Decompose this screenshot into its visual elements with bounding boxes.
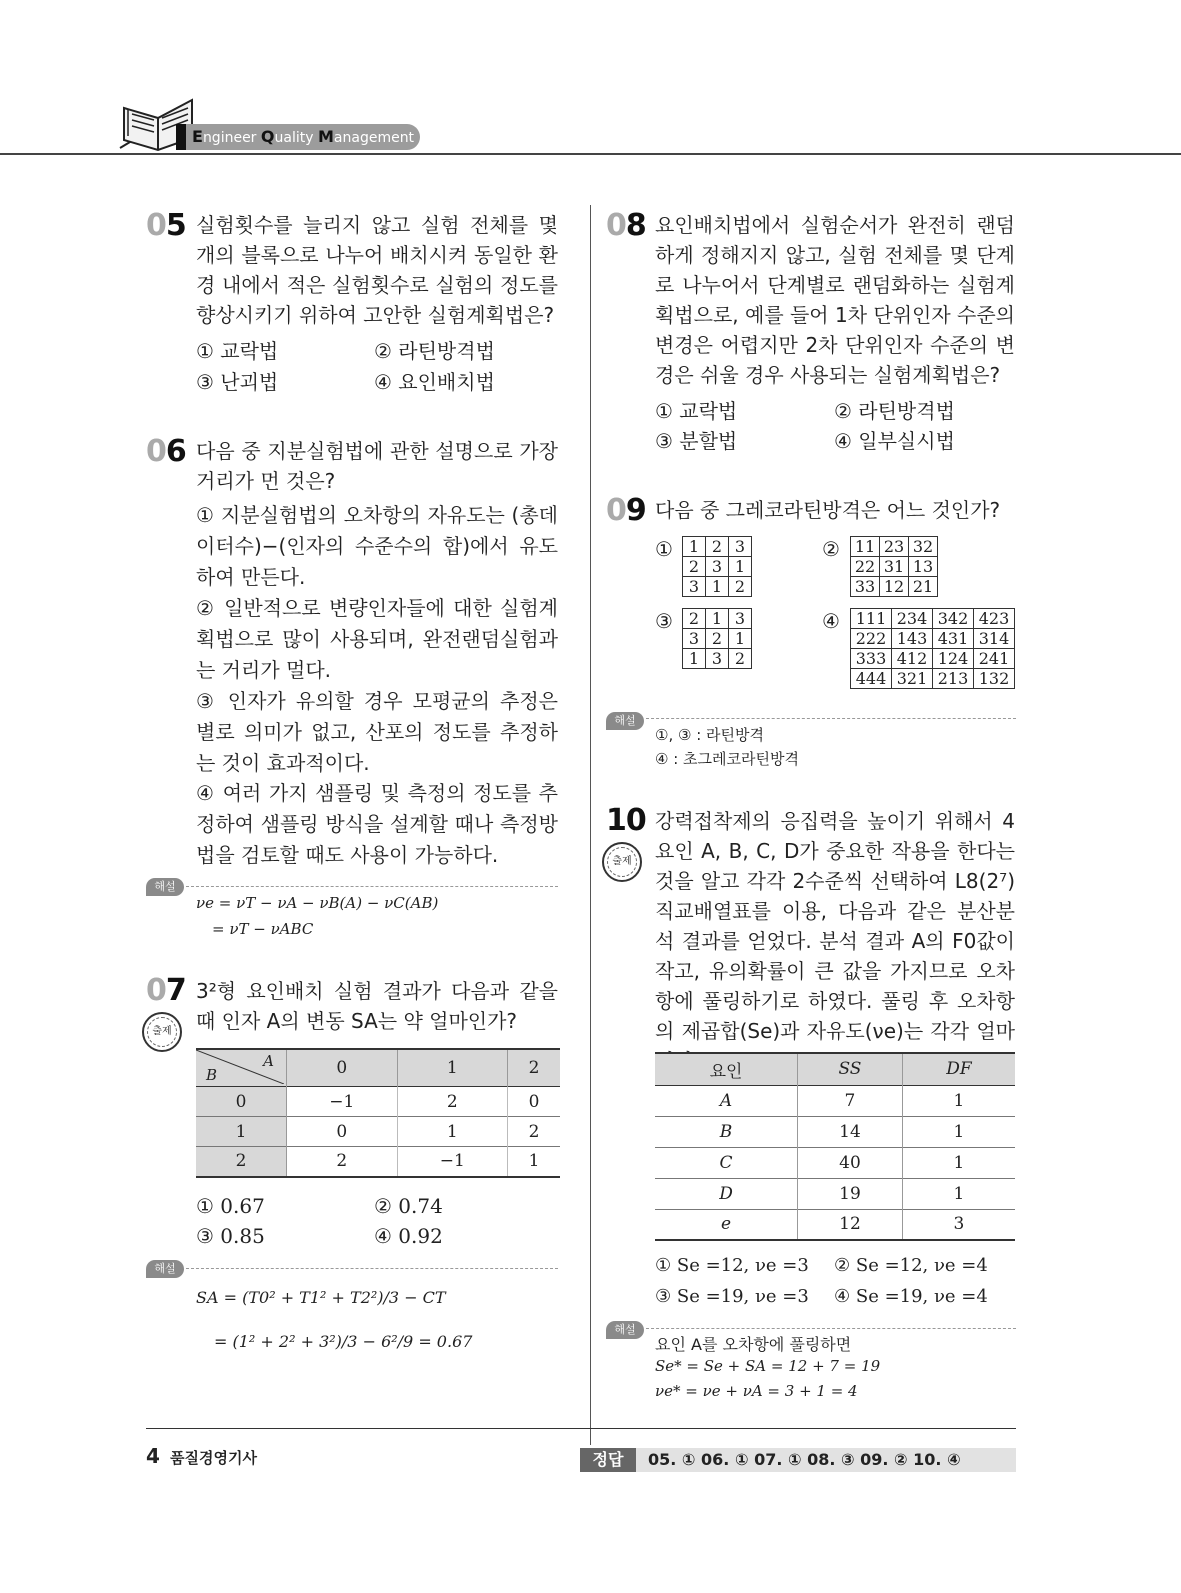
table-row-header: 2 — [196, 1147, 287, 1177]
header-title: Engineer Quality Management — [176, 124, 420, 150]
question-text-09: 다음 중 그레코라틴방격은 어느 것인가? — [655, 498, 1001, 522]
table-col-header: 0 — [287, 1049, 398, 1087]
answer-key: 05. ① 06. ① 07. ① 08. ③ 09. ② 10. ④ — [636, 1448, 1016, 1472]
q7-option-4[interactable]: ④ 0.92 — [374, 1224, 443, 1248]
q8-option-4[interactable]: ④ 일부실시법 — [834, 429, 955, 453]
table-col-header: 2 — [528, 1058, 540, 1078]
table-cell: 2 — [397, 1087, 508, 1117]
table-cell: 2 — [287, 1147, 398, 1177]
explanation-label: 해설 — [606, 1321, 644, 1339]
explanation-label: 해설 — [146, 1260, 184, 1278]
q7-data-table — [196, 1048, 560, 1178]
column-divider — [590, 205, 591, 1445]
table-col-header: 요인 — [655, 1053, 798, 1085]
q9-grid-4: 111 234 342 423 222 143 431 314 333 412 124 241 444 321 213 132 — [850, 608, 1015, 689]
q9-explain-line-2: ④ : 초그레코라틴방격 — [655, 750, 799, 768]
q10-option-1[interactable]: ① Se =12, νe =3 — [655, 1255, 809, 1276]
explanation-rule — [646, 718, 1016, 719]
table-row-header: 0 — [196, 1087, 287, 1117]
answer-label: 정답 — [580, 1448, 636, 1472]
table-col-header: DF — [946, 1059, 972, 1080]
q9-option-1[interactable]: ① — [655, 537, 673, 561]
question-text-06: 다음 중 지분실험법에 관한 설명으로 가장 거리가 먼 것은? — [196, 439, 558, 493]
q7-explain-line-2: = (1² + 2² + 3²)/3 − 6²/9 = 0.67 — [214, 1332, 473, 1351]
page-number: 4 — [146, 1444, 160, 1468]
table-cell: 1 — [528, 1151, 540, 1172]
q8-option-1[interactable]: ① 교락법 — [655, 399, 738, 423]
table-col-header: SS — [798, 1053, 903, 1085]
book-title: 품질경영기사 — [170, 1449, 257, 1467]
question-text-10: 강력접착제의 응집력을 높이기 위해서 4요인 A, B, C, D가 중요한 작용을 한다는 것을 알고 각각 2수준씩 선택하여 L8(2⁷) 직교배열표를 이용, 다음과 같은 분산분석 결과를 얻었다. 분석 결과 A의 F0값이 작고, 유의확률이 큰 값을 가지므로 오차항에 풀링하기로 하였다. 풀링 후 오차항의 제곱합(Se)과 자유도(νe)는 각각 얼마인가? — [655, 809, 1015, 1073]
q5-option-4[interactable]: ④ 요인배치법 — [374, 370, 495, 394]
q9-grid-2: 11 23 32 22 31 13 33 12 21 — [850, 536, 938, 597]
q7-option-2[interactable]: ② 0.74 — [374, 1194, 443, 1218]
question-number-10: 10 — [606, 803, 646, 838]
table-cell: −1 — [287, 1087, 398, 1117]
q10-option-2[interactable]: ② Se =12, νe =4 — [834, 1255, 988, 1276]
exam-badge: 출제 — [602, 842, 642, 882]
q8-option-3[interactable]: ③ 분할법 — [655, 429, 738, 453]
question-number-08: 08 — [606, 208, 646, 243]
table-cell: 1 — [397, 1117, 508, 1147]
q6-option-3[interactable]: ③ 인자가 유의할 경우 모평균의 추정은 별로 의미가 없고, 산포의 정도를 추정하는 것이 효과적이다. — [196, 689, 558, 775]
explanation-rule — [186, 886, 558, 887]
q7-explain-line-1: SA = (T0² + T1² + T2²)/3 − CT — [196, 1288, 446, 1307]
q10-option-4[interactable]: ④ Se =19, νe =4 — [834, 1286, 988, 1307]
header-rule — [0, 153, 1181, 155]
explanation-rule — [646, 1328, 1016, 1329]
table-corner: A B — [196, 1049, 287, 1087]
table-cell: 2 — [528, 1121, 540, 1142]
explanation-rule — [186, 1268, 558, 1269]
table-row-header: 1 — [196, 1117, 287, 1147]
q7-option-1[interactable]: ① 0.67 — [196, 1194, 265, 1218]
q9-option-3[interactable]: ③ — [655, 609, 673, 633]
exam-badge: 출제 — [142, 1012, 182, 1052]
q5-option-2[interactable]: ② 라틴방격법 — [374, 339, 495, 363]
table-cell: 0 — [287, 1117, 398, 1147]
q10-explain-line-1: 요인 A를 오차항에 풀링하면 — [655, 1335, 852, 1354]
q9-grid-3: 2 1 3 3 2 1 1 3 2 — [682, 608, 752, 669]
q7-option-3[interactable]: ③ 0.85 — [196, 1224, 265, 1248]
q6-option-2[interactable]: ② 일반적으로 변량인자들에 대한 실험계획법으로 많이 사용되며, 완전랜덤실험과는 거리가 멀다. — [196, 596, 558, 682]
q10-option-3[interactable]: ③ Se =19, νe =3 — [655, 1286, 809, 1307]
q5-option-1[interactable]: ① 교락법 — [196, 339, 279, 363]
question-text-05: 실험횟수를 늘리지 않고 실험 전체를 몇 개의 블록으로 나누어 배치시켜 동일한 환경 내에서 적은 실험횟수로 실험의 정도를 향상시키기 위하여 고안한 실험계획법은? — [196, 213, 558, 327]
question-text-08: 요인배치법에서 실험순서가 완전히 랜덤하게 정해지지 않고, 실험 전체를 몇 단계로 나누어서 단계별로 랜덤화하는 실험계획법으로, 예를 들어 1차 단위인자 수준의 변경은 어렵지만 2차 단위인자 수준의 변경은 쉬울 경우 사용되는 실험계획법은? — [655, 213, 1015, 387]
q8-option-2[interactable]: ② 라틴방격법 — [834, 399, 955, 423]
q9-explain-line-1: ①, ③ : 라틴방격 — [655, 726, 764, 744]
q6-explain-line-1: νe = νT − νA − νB(A) − νC(AB) — [196, 894, 439, 912]
q6-option-4[interactable]: ④ 여러 가지 샘플링 및 측정의 정도를 추정하여 샘플링 방식을 설계할 때나 측정방법을 검토할 때도 사용이 가능하다. — [196, 781, 558, 867]
q10-explain-line-3: νe* = νe + νA = 3 + 1 = 4 — [655, 1382, 858, 1400]
question-number-06: 06 — [146, 434, 186, 469]
explanation-label: 해설 — [146, 878, 184, 896]
table-cell: −1 — [397, 1147, 508, 1177]
footer-rule — [146, 1428, 1016, 1429]
table-col-header: 1 — [397, 1049, 508, 1087]
explanation-label: 해설 — [606, 712, 644, 730]
question-number-07: 07 — [146, 973, 186, 1008]
q6-option-1[interactable]: ① 지분실험법의 오차항의 자유도는 (총데이터수)−(인자의 수준수의 합)에서 유도하여 만든다. — [196, 503, 558, 589]
question-number-09: 09 — [606, 493, 646, 528]
q9-option-4[interactable]: ④ — [822, 609, 840, 633]
q6-explain-line-2: = νT − νABC — [212, 920, 314, 938]
q10-explain-line-2: Se* = Se + SA = 12 + 7 = 19 — [655, 1357, 881, 1375]
q9-option-2[interactable]: ② — [822, 537, 840, 561]
q10-anova-table: 요인 SS DF A 7 1 B 14 1 C 40 1 D 19 1 e 12 3 — [655, 1052, 1015, 1241]
table-cell: 0 — [528, 1091, 540, 1112]
question-number-05: 05 — [146, 208, 186, 243]
q9-grid-1: 1 2 3 2 3 1 3 1 2 — [682, 536, 752, 597]
q5-option-3[interactable]: ③ 난괴법 — [196, 370, 279, 394]
question-text-07: 3²형 요인배치 실험 결과가 다음과 같을 때 인자 A의 변동 SA는 약 얼마인가? — [196, 979, 558, 1033]
